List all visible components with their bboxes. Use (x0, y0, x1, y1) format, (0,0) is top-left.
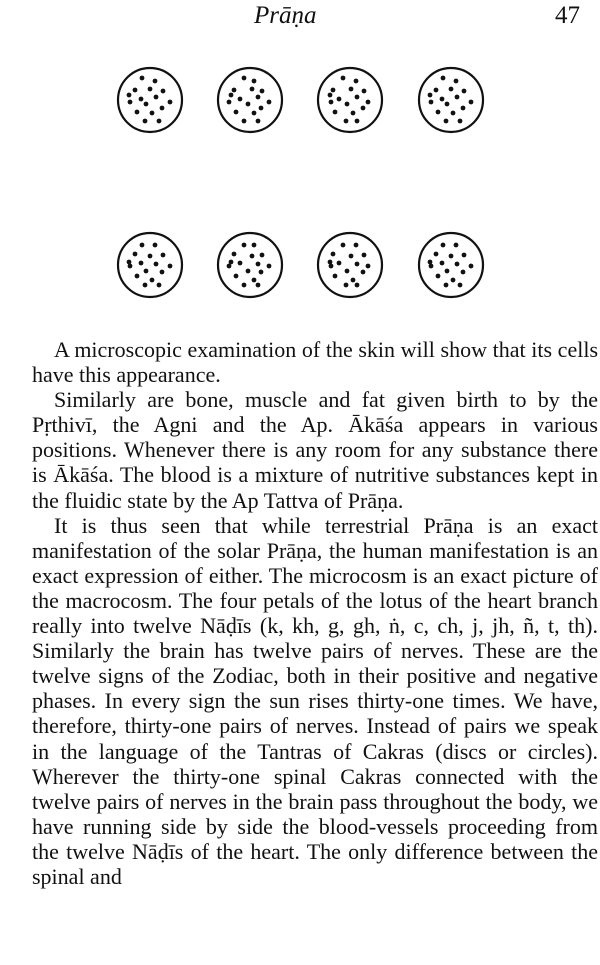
cell-nucleus-dot (259, 270, 264, 275)
cell-nucleus-dot (246, 102, 251, 107)
cell-nucleus-dot (150, 111, 155, 116)
cell-nucleus-dot (349, 254, 354, 259)
cell-nucleus-dot (153, 243, 158, 248)
cell-nucleus-dot (139, 261, 144, 266)
cell-outline (419, 68, 483, 132)
cell-nucleus-dot (256, 119, 261, 124)
cell-nucleus-dot (329, 100, 334, 105)
cell-nucleus-dot (238, 261, 243, 266)
cell-nucleus-dot (242, 283, 247, 288)
cell-nucleus-dot (135, 110, 140, 115)
cell-nucleus-dot (154, 95, 159, 100)
cell-nucleus-dot (355, 262, 360, 267)
body-text (32, 337, 598, 889)
cell-nucleus-dot (154, 262, 159, 267)
skin-cell (218, 233, 282, 297)
cell-nucleus-dot (428, 260, 433, 265)
cell-nucleus-dot (328, 93, 333, 98)
cell-nucleus-dot (148, 87, 153, 92)
skin-cells-illustration (0, 64, 600, 304)
cell-nucleus-dot (157, 283, 162, 288)
cell-nucleus-dot (242, 119, 247, 124)
cell-nucleus-dot (232, 88, 237, 93)
cell-nucleus-dot (259, 106, 264, 111)
cell-nucleus-dot (455, 262, 460, 267)
cell-nucleus-dot (461, 106, 466, 111)
skin-cell (419, 68, 483, 132)
cell-nucleus-dot (153, 79, 158, 84)
cell-nucleus-dot (139, 97, 144, 102)
cell-nucleus-dot (455, 95, 460, 100)
cell-nucleus-dot (331, 88, 336, 93)
cell-nucleus-dot (161, 253, 166, 258)
cell-nucleus-dot (238, 97, 243, 102)
cell-nucleus-dot (144, 269, 149, 274)
cell-nucleus-dot (454, 243, 459, 248)
cell-nucleus-dot (143, 283, 148, 288)
cell-nucleus-dot (362, 253, 367, 258)
paragraph-1: A microscopic examination of the skin will show that its cells have this appearance. (32, 337, 598, 388)
cell-nucleus-dot (451, 111, 456, 116)
paragraph-2: Similarly are bone, muscle and fat given birth to by the Pṛthivī, the Agni and the Ap. Ākāśa appears in various positions. Whenever there is any room for any substance there is Ākāśa. The blood is a mixture of nutritive substances kept in the fluidic state by the Ap Tattva of Prāṇa. (32, 387, 598, 513)
cell-nucleus-dot (444, 283, 449, 288)
cell-nucleus-dot (252, 79, 257, 84)
cell-nucleus-dot (345, 269, 350, 274)
cell-nucleus-dot (449, 254, 454, 259)
cell-nucleus-dot (168, 264, 173, 269)
cell-nucleus-dot (349, 87, 354, 92)
running-title: Prāṇa (254, 2, 317, 29)
cell-nucleus-dot (440, 261, 445, 266)
cell-nucleus-dot (337, 261, 342, 266)
cell-nucleus-dot (362, 89, 367, 94)
cell-nucleus-dot (361, 270, 366, 275)
skin-cell (118, 233, 182, 297)
cell-nucleus-dot (436, 274, 441, 279)
cell-nucleus-dot (345, 102, 350, 107)
cell-outline (218, 68, 282, 132)
cell-nucleus-dot (449, 87, 454, 92)
cell-nucleus-dot (127, 93, 132, 98)
cell-nucleus-dot (355, 119, 360, 124)
cell-nucleus-dot (461, 270, 466, 275)
cell-nucleus-dot (344, 283, 349, 288)
cell-nucleus-dot (267, 264, 272, 269)
running-head (0, 2, 600, 32)
cell-nucleus-dot (441, 243, 446, 248)
cell-nucleus-dot (329, 264, 334, 269)
skin-cell (318, 233, 382, 297)
cell-nucleus-dot (267, 100, 272, 105)
cell-nucleus-dot (331, 252, 336, 257)
cell-nucleus-dot (441, 76, 446, 81)
cell-nucleus-dot (229, 93, 234, 98)
cell-nucleus-dot (366, 264, 371, 269)
skin-cell (419, 233, 483, 297)
page-number: 47 (555, 2, 580, 29)
cell-nucleus-dot (256, 262, 261, 267)
cell-nucleus-dot (462, 253, 467, 258)
cell-nucleus-dot (351, 111, 356, 116)
cell-nucleus-dot (454, 79, 459, 84)
cell-nucleus-dot (260, 253, 265, 258)
cell-nucleus-dot (351, 278, 356, 283)
cell-nucleus-dot (140, 76, 145, 81)
cell-nucleus-dot (333, 110, 338, 115)
cell-nucleus-dot (444, 119, 449, 124)
cell-nucleus-dot (333, 274, 338, 279)
cell-nucleus-dot (252, 278, 257, 283)
cell-nucleus-dot (127, 260, 132, 265)
cell-nucleus-dot (436, 110, 441, 115)
cell-nucleus-dot (366, 100, 371, 105)
cell-nucleus-dot (469, 100, 474, 105)
cell-nucleus-dot (161, 89, 166, 94)
cell-outline (318, 233, 382, 297)
cell-nucleus-dot (458, 283, 463, 288)
skin-cells-figure (0, 64, 600, 304)
cell-nucleus-dot (242, 243, 247, 248)
cell-nucleus-dot (341, 76, 346, 81)
cell-nucleus-dot (250, 87, 255, 92)
cell-nucleus-dot (451, 278, 456, 283)
cell-nucleus-dot (344, 119, 349, 124)
cell-nucleus-dot (160, 270, 165, 275)
cell-nucleus-dot (234, 110, 239, 115)
cell-nucleus-dot (140, 243, 145, 248)
cell-nucleus-dot (458, 119, 463, 124)
cell-outline (318, 68, 382, 132)
cell-nucleus-dot (148, 254, 153, 259)
cell-nucleus-dot (133, 88, 138, 93)
cell-nucleus-dot (252, 111, 257, 116)
cell-nucleus-dot (232, 252, 237, 257)
cell-nucleus-dot (250, 254, 255, 259)
cell-nucleus-dot (355, 95, 360, 100)
cell-nucleus-dot (227, 100, 232, 105)
cell-nucleus-dot (440, 97, 445, 102)
cell-nucleus-dot (434, 88, 439, 93)
cell-nucleus-dot (337, 97, 342, 102)
cell-nucleus-dot (168, 100, 173, 105)
cell-nucleus-dot (242, 76, 247, 81)
cell-nucleus-dot (256, 95, 261, 100)
cell-nucleus-dot (429, 264, 434, 269)
skin-cell (218, 68, 282, 132)
cell-nucleus-dot (133, 252, 138, 257)
cell-nucleus-dot (469, 264, 474, 269)
cell-nucleus-dot (445, 102, 450, 107)
cell-nucleus-dot (150, 278, 155, 283)
cell-nucleus-dot (128, 100, 133, 105)
cell-nucleus-dot (429, 100, 434, 105)
cell-nucleus-dot (428, 93, 433, 98)
cell-nucleus-dot (135, 274, 140, 279)
cell-nucleus-dot (256, 283, 261, 288)
cell-nucleus-dot (143, 119, 148, 124)
cell-nucleus-dot (252, 243, 257, 248)
cell-outline (118, 68, 182, 132)
cell-nucleus-dot (328, 260, 333, 265)
cell-nucleus-dot (157, 119, 162, 124)
cell-nucleus-dot (354, 243, 359, 248)
cell-nucleus-dot (160, 106, 165, 111)
cell-nucleus-dot (361, 106, 366, 111)
cell-nucleus-dot (144, 102, 149, 107)
cell-outline (419, 233, 483, 297)
paragraph-3: It is thus seen that while terrestrial Prāṇa is an exact manifestation of the solar Prāṇa, the human manifestation is an exact expression of either. The microcosm is an exact picture of the macrocosm. The four petals of the lotus of the heart branch really into twelve Nāḍīs (k, kh, g, gh, ṅ, c, ch, j, jh, ñ, t, th). Similarly the brain has twelve pairs of nerves. These are the twelve signs of the Zodiac, both in their positive and negative phases. In every sign the sun rises thirty-one times. We have, therefore, thirty-one pairs of nerves. Instead of pairs we speak in the language of the Tantras of Cakras (discs or circles). Wherever the thirty-one spinal Cakras connected with the twelve pairs of nerves in the brain pass throughout the body, we have running side by side the blood-vessels proceeding from the twelve Nāḍīs of the heart. The only difference between the spinal and (32, 512, 598, 889)
cell-outline (118, 233, 182, 297)
cell-nucleus-dot (128, 264, 133, 269)
cell-nucleus-dot (260, 89, 265, 94)
skin-cell (118, 68, 182, 132)
cell-nucleus-dot (341, 243, 346, 248)
cell-nucleus-dot (234, 274, 239, 279)
cell-nucleus-dot (246, 269, 251, 274)
cell-nucleus-dot (434, 252, 439, 257)
skin-cell (318, 68, 382, 132)
cell-nucleus-dot (354, 79, 359, 84)
cell-nucleus-dot (445, 269, 450, 274)
cell-nucleus-dot (462, 89, 467, 94)
cell-nucleus-dot (355, 283, 360, 288)
cell-nucleus-dot (229, 260, 234, 265)
